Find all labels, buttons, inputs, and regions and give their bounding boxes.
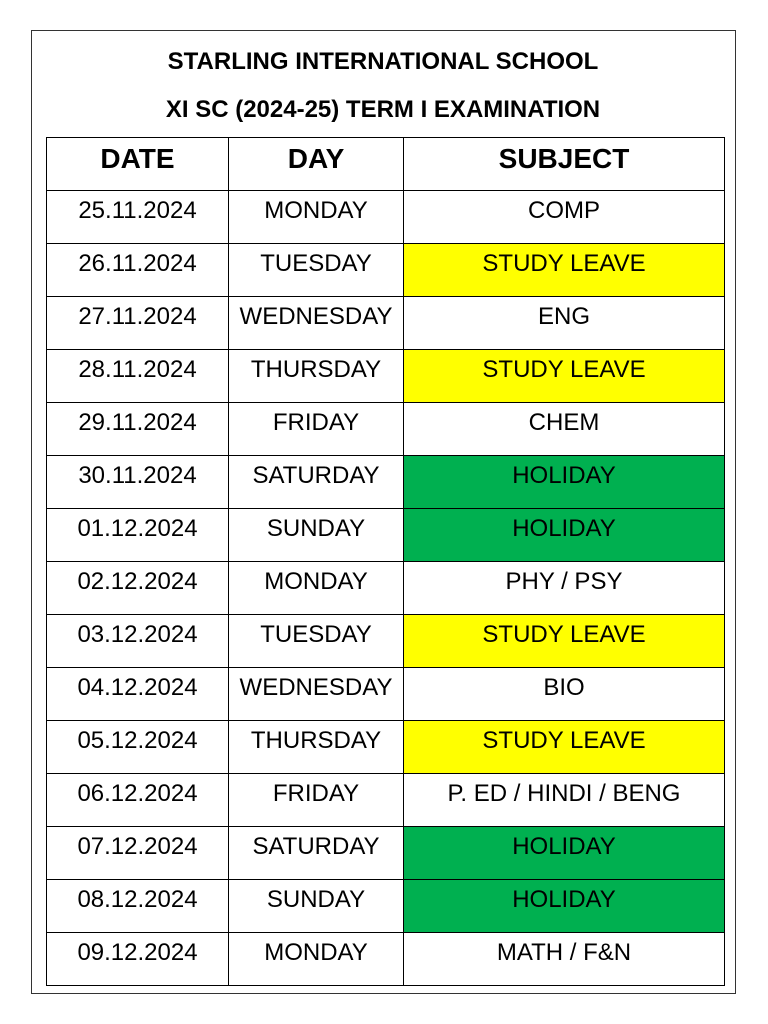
table-row: [47, 297, 725, 350]
subject-cell: CHEM: [404, 403, 725, 456]
subject-cell: PHY / PSY: [404, 562, 725, 615]
subject-cell: ENG: [404, 297, 725, 350]
subject-cell: BIO: [404, 668, 725, 721]
day-cell: FRIDAY: [229, 403, 404, 456]
date-cell: 07.12.2024: [47, 827, 229, 880]
day-cell: WEDNESDAY: [229, 668, 404, 721]
date-cell: 02.12.2024: [47, 562, 229, 615]
table-row: [47, 933, 725, 986]
column-header-subject: SUBJECT: [404, 138, 725, 191]
date-cell: 04.12.2024: [47, 668, 229, 721]
subject-cell: COMP: [404, 191, 725, 244]
subject-cell: HOLIDAY: [404, 456, 725, 509]
exam-schedule-table: [46, 137, 725, 986]
date-cell: 01.12.2024: [47, 509, 229, 562]
day-cell: MONDAY: [229, 191, 404, 244]
table-row: [47, 244, 725, 297]
table-row: [47, 615, 725, 668]
day-cell: SATURDAY: [229, 456, 404, 509]
exam-title: XI SC (2024-25) TERM I EXAMINATION: [165, 96, 601, 123]
day-cell: SUNDAY: [229, 509, 404, 562]
day-cell: SATURDAY: [229, 827, 404, 880]
day-cell: THURSDAY: [229, 721, 404, 774]
table-row: [47, 350, 725, 403]
date-cell: 03.12.2024: [47, 615, 229, 668]
date-cell: 27.11.2024: [47, 297, 229, 350]
date-cell: 05.12.2024: [47, 721, 229, 774]
table-row: [47, 827, 725, 880]
subject-cell: HOLIDAY: [404, 509, 725, 562]
subject-cell: STUDY LEAVE: [404, 721, 725, 774]
date-cell: 26.11.2024: [47, 244, 229, 297]
day-cell: WEDNESDAY: [229, 297, 404, 350]
date-cell: 06.12.2024: [47, 774, 229, 827]
day-cell: THURSDAY: [229, 350, 404, 403]
table-row: [47, 880, 725, 933]
header-row: [47, 138, 725, 191]
column-header-date: DATE: [47, 138, 229, 191]
subject-cell: STUDY LEAVE: [404, 350, 725, 403]
subject-cell: P. ED / HINDI / BENG: [404, 774, 725, 827]
table-row: [47, 721, 725, 774]
table-row: [47, 562, 725, 615]
subject-cell: HOLIDAY: [404, 827, 725, 880]
date-cell: 28.11.2024: [47, 350, 229, 403]
table-row: [47, 456, 725, 509]
day-cell: SUNDAY: [229, 880, 404, 933]
table-row: [47, 191, 725, 244]
table-row: [47, 509, 725, 562]
table-row: [47, 668, 725, 721]
schedule-body: [47, 191, 725, 986]
school-name: STARLING INTERNATIONAL SCHOOL: [167, 48, 599, 75]
date-cell: 09.12.2024: [47, 933, 229, 986]
subject-cell: HOLIDAY: [404, 880, 725, 933]
date-cell: 29.11.2024: [47, 403, 229, 456]
day-cell: MONDAY: [229, 933, 404, 986]
table-row: [47, 774, 725, 827]
day-cell: TUESDAY: [229, 615, 404, 668]
column-header-day: DAY: [229, 138, 404, 191]
date-cell: 08.12.2024: [47, 880, 229, 933]
day-cell: FRIDAY: [229, 774, 404, 827]
subject-cell: MATH / F&N: [404, 933, 725, 986]
subject-cell: STUDY LEAVE: [404, 244, 725, 297]
day-cell: MONDAY: [229, 562, 404, 615]
day-cell: TUESDAY: [229, 244, 404, 297]
subject-cell: STUDY LEAVE: [404, 615, 725, 668]
date-cell: 30.11.2024: [47, 456, 229, 509]
table-row: [47, 403, 725, 456]
date-cell: 25.11.2024: [47, 191, 229, 244]
